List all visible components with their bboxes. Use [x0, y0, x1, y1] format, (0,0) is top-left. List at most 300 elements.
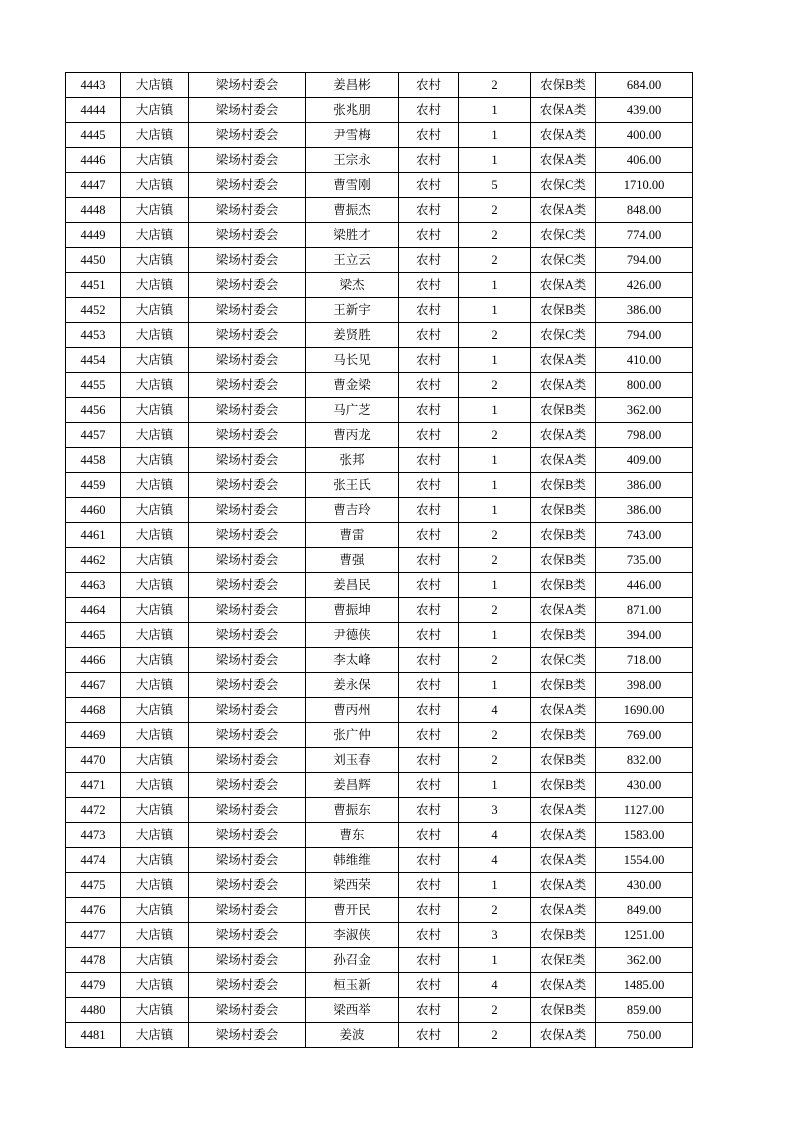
cell-id: 4476 [66, 898, 121, 923]
cell-town: 大店镇 [121, 448, 189, 473]
table-row [66, 673, 693, 698]
table-sheet [65, 72, 693, 1048]
cell-town: 大店镇 [121, 498, 189, 523]
cell-id: 4449 [66, 223, 121, 248]
cell-residence: 农村 [399, 848, 459, 873]
cell-residence: 农村 [399, 748, 459, 773]
table-row [66, 1023, 693, 1048]
cell-name: 曹丙龙 [306, 423, 399, 448]
cell-id: 4454 [66, 348, 121, 373]
cell-residence: 农村 [399, 448, 459, 473]
cell-town: 大店镇 [121, 98, 189, 123]
cell-name: 曹振坤 [306, 598, 399, 623]
cell-name: 曹振杰 [306, 198, 399, 223]
cell-category: 农保B类 [531, 498, 596, 523]
cell-count: 4 [459, 823, 531, 848]
table-row [66, 248, 693, 273]
table-row [66, 648, 693, 673]
cell-count: 1 [459, 448, 531, 473]
table-row [66, 848, 693, 873]
cell-amount: 1554.00 [596, 848, 693, 873]
cell-residence: 农村 [399, 423, 459, 448]
cell-name: 马长见 [306, 348, 399, 373]
cell-residence: 农村 [399, 323, 459, 348]
cell-village: 梁场村委会 [189, 73, 306, 98]
table-row [66, 748, 693, 773]
cell-id: 4473 [66, 823, 121, 848]
cell-count: 2 [459, 198, 531, 223]
cell-name: 张兆朋 [306, 98, 399, 123]
cell-name: 李淑侠 [306, 923, 399, 948]
cell-amount: 398.00 [596, 673, 693, 698]
cell-name: 王立云 [306, 248, 399, 273]
cell-town: 大店镇 [121, 948, 189, 973]
cell-count: 2 [459, 323, 531, 348]
cell-village: 梁场村委会 [189, 948, 306, 973]
cell-id: 4457 [66, 423, 121, 448]
table-row [66, 823, 693, 848]
cell-category: 农保B类 [531, 773, 596, 798]
table-row [66, 873, 693, 898]
cell-id: 4477 [66, 923, 121, 948]
cell-count: 2 [459, 373, 531, 398]
cell-town: 大店镇 [121, 223, 189, 248]
cell-village: 梁场村委会 [189, 548, 306, 573]
cell-count: 4 [459, 848, 531, 873]
cell-name: 马广芝 [306, 398, 399, 423]
cell-village: 梁场村委会 [189, 198, 306, 223]
cell-village: 梁场村委会 [189, 723, 306, 748]
cell-residence: 农村 [399, 698, 459, 723]
cell-amount: 718.00 [596, 648, 693, 673]
table-row [66, 198, 693, 223]
cell-id: 4456 [66, 398, 121, 423]
cell-residence: 农村 [399, 523, 459, 548]
cell-amount: 1485.00 [596, 973, 693, 998]
cell-residence: 农村 [399, 773, 459, 798]
cell-residence: 农村 [399, 623, 459, 648]
table-row [66, 548, 693, 573]
cell-town: 大店镇 [121, 723, 189, 748]
cell-residence: 农村 [399, 123, 459, 148]
cell-count: 4 [459, 973, 531, 998]
cell-count: 1 [459, 948, 531, 973]
cell-count: 2 [459, 548, 531, 573]
table-row [66, 723, 693, 748]
cell-amount: 743.00 [596, 523, 693, 548]
table-row [66, 598, 693, 623]
cell-residence: 农村 [399, 173, 459, 198]
cell-name: 梁胜才 [306, 223, 399, 248]
cell-town: 大店镇 [121, 923, 189, 948]
cell-category: 农保B类 [531, 923, 596, 948]
cell-id: 4461 [66, 523, 121, 548]
cell-category: 农保B类 [531, 673, 596, 698]
cell-village: 梁场村委会 [189, 1023, 306, 1048]
cell-id: 4455 [66, 373, 121, 398]
cell-town: 大店镇 [121, 823, 189, 848]
cell-amount: 769.00 [596, 723, 693, 748]
cell-count: 2 [459, 248, 531, 273]
table-row [66, 348, 693, 373]
cell-count: 2 [459, 523, 531, 548]
cell-village: 梁场村委会 [189, 248, 306, 273]
cell-residence: 农村 [399, 723, 459, 748]
cell-count: 1 [459, 773, 531, 798]
cell-count: 3 [459, 798, 531, 823]
cell-town: 大店镇 [121, 323, 189, 348]
cell-name: 姜贤胜 [306, 323, 399, 348]
cell-village: 梁场村委会 [189, 348, 306, 373]
cell-residence: 农村 [399, 673, 459, 698]
table-row [66, 773, 693, 798]
cell-village: 梁场村委会 [189, 373, 306, 398]
cell-name: 曹吉玲 [306, 498, 399, 523]
cell-residence: 农村 [399, 73, 459, 98]
cell-amount: 794.00 [596, 323, 693, 348]
cell-category: 农保A类 [531, 273, 596, 298]
cell-village: 梁场村委会 [189, 173, 306, 198]
cell-name: 张邦 [306, 448, 399, 473]
cell-residence: 农村 [399, 1023, 459, 1048]
cell-town: 大店镇 [121, 673, 189, 698]
cell-residence: 农村 [399, 148, 459, 173]
cell-village: 梁场村委会 [189, 398, 306, 423]
cell-count: 2 [459, 1023, 531, 1048]
cell-amount: 871.00 [596, 598, 693, 623]
table-row [66, 223, 693, 248]
cell-id: 4469 [66, 723, 121, 748]
table-row [66, 923, 693, 948]
cell-id: 4475 [66, 873, 121, 898]
cell-id: 4446 [66, 148, 121, 173]
table-row [66, 273, 693, 298]
cell-category: 农保A类 [531, 98, 596, 123]
cell-category: 农保E类 [531, 948, 596, 973]
cell-village: 梁场村委会 [189, 298, 306, 323]
cell-village: 梁场村委会 [189, 498, 306, 523]
cell-residence: 农村 [399, 223, 459, 248]
cell-category: 农保A类 [531, 798, 596, 823]
cell-village: 梁场村委会 [189, 923, 306, 948]
cell-category: 农保A类 [531, 148, 596, 173]
cell-name: 曹开民 [306, 898, 399, 923]
cell-town: 大店镇 [121, 973, 189, 998]
cell-id: 4465 [66, 623, 121, 648]
cell-id: 4451 [66, 273, 121, 298]
cell-count: 2 [459, 723, 531, 748]
cell-residence: 农村 [399, 948, 459, 973]
cell-name: 曹雪刚 [306, 173, 399, 198]
cell-category: 农保A类 [531, 373, 596, 398]
cell-category: 农保B类 [531, 298, 596, 323]
table-row [66, 523, 693, 548]
cell-town: 大店镇 [121, 73, 189, 98]
cell-category: 农保B类 [531, 398, 596, 423]
cell-residence: 农村 [399, 898, 459, 923]
cell-residence: 农村 [399, 473, 459, 498]
cell-id: 4481 [66, 1023, 121, 1048]
cell-town: 大店镇 [121, 748, 189, 773]
cell-residence: 农村 [399, 498, 459, 523]
cell-category: 农保A类 [531, 698, 596, 723]
table-row [66, 98, 693, 123]
cell-village: 梁场村委会 [189, 748, 306, 773]
cell-count: 2 [459, 73, 531, 98]
cell-id: 4443 [66, 73, 121, 98]
cell-name: 曹强 [306, 548, 399, 573]
cell-category: 农保B类 [531, 748, 596, 773]
cell-amount: 1127.00 [596, 798, 693, 823]
cell-name: 尹德侠 [306, 623, 399, 648]
cell-category: 农保A类 [531, 198, 596, 223]
cell-amount: 446.00 [596, 573, 693, 598]
cell-town: 大店镇 [121, 148, 189, 173]
cell-amount: 735.00 [596, 548, 693, 573]
cell-category: 农保B类 [531, 548, 596, 573]
cell-category: 农保B类 [531, 723, 596, 748]
cell-count: 1 [459, 298, 531, 323]
cell-amount: 848.00 [596, 198, 693, 223]
cell-village: 梁场村委会 [189, 648, 306, 673]
cell-name: 桓玉新 [306, 973, 399, 998]
cell-village: 梁场村委会 [189, 98, 306, 123]
cell-category: 农保B类 [531, 523, 596, 548]
cell-village: 梁场村委会 [189, 123, 306, 148]
table-row [66, 998, 693, 1023]
table-row [66, 623, 693, 648]
table-row [66, 573, 693, 598]
cell-name: 李太峰 [306, 648, 399, 673]
cell-amount: 684.00 [596, 73, 693, 98]
cell-town: 大店镇 [121, 398, 189, 423]
cell-category: 农保B类 [531, 73, 596, 98]
cell-village: 梁场村委会 [189, 673, 306, 698]
cell-town: 大店镇 [121, 898, 189, 923]
cell-category: 农保A类 [531, 123, 596, 148]
cell-count: 2 [459, 898, 531, 923]
cell-count: 4 [459, 698, 531, 723]
cell-name: 曹东 [306, 823, 399, 848]
cell-name: 王新宇 [306, 298, 399, 323]
cell-name: 张广仲 [306, 723, 399, 748]
cell-category: 农保B类 [531, 623, 596, 648]
cell-id: 4478 [66, 948, 121, 973]
cell-amount: 1690.00 [596, 698, 693, 723]
cell-town: 大店镇 [121, 298, 189, 323]
cell-amount: 798.00 [596, 423, 693, 448]
cell-village: 梁场村委会 [189, 598, 306, 623]
cell-village: 梁场村委会 [189, 423, 306, 448]
cell-id: 4463 [66, 573, 121, 598]
table-row [66, 148, 693, 173]
cell-amount: 406.00 [596, 148, 693, 173]
cell-town: 大店镇 [121, 1023, 189, 1048]
cell-village: 梁场村委会 [189, 323, 306, 348]
table-row [66, 173, 693, 198]
cell-village: 梁场村委会 [189, 473, 306, 498]
cell-name: 曹丙州 [306, 698, 399, 723]
cell-name: 梁杰 [306, 273, 399, 298]
cell-town: 大店镇 [121, 548, 189, 573]
cell-amount: 794.00 [596, 248, 693, 273]
cell-town: 大店镇 [121, 348, 189, 373]
cell-residence: 农村 [399, 873, 459, 898]
cell-name: 姜永保 [306, 673, 399, 698]
table-row [66, 398, 693, 423]
cell-id: 4462 [66, 548, 121, 573]
cell-amount: 409.00 [596, 448, 693, 473]
cell-count: 1 [459, 398, 531, 423]
cell-town: 大店镇 [121, 273, 189, 298]
cell-count: 1 [459, 498, 531, 523]
cell-count: 1 [459, 673, 531, 698]
cell-amount: 859.00 [596, 998, 693, 1023]
cell-residence: 农村 [399, 648, 459, 673]
cell-town: 大店镇 [121, 698, 189, 723]
cell-amount: 362.00 [596, 948, 693, 973]
cell-category: 农保C类 [531, 648, 596, 673]
cell-town: 大店镇 [121, 998, 189, 1023]
cell-amount: 1583.00 [596, 823, 693, 848]
cell-town: 大店镇 [121, 248, 189, 273]
cell-residence: 农村 [399, 573, 459, 598]
cell-id: 4458 [66, 448, 121, 473]
cell-category: 农保B类 [531, 473, 596, 498]
cell-category: 农保A类 [531, 973, 596, 998]
cell-village: 梁场村委会 [189, 998, 306, 1023]
cell-amount: 430.00 [596, 773, 693, 798]
cell-residence: 农村 [399, 373, 459, 398]
cell-id: 4460 [66, 498, 121, 523]
cell-residence: 农村 [399, 398, 459, 423]
cell-count: 2 [459, 223, 531, 248]
cell-id: 4466 [66, 648, 121, 673]
cell-residence: 农村 [399, 298, 459, 323]
table-body [66, 73, 693, 1048]
table-row [66, 898, 693, 923]
cell-id: 4468 [66, 698, 121, 723]
cell-residence: 农村 [399, 973, 459, 998]
cell-amount: 439.00 [596, 98, 693, 123]
cell-village: 梁场村委会 [189, 223, 306, 248]
cell-village: 梁场村委会 [189, 523, 306, 548]
cell-name: 韩维维 [306, 848, 399, 873]
cell-town: 大店镇 [121, 573, 189, 598]
cell-category: 农保A类 [531, 348, 596, 373]
cell-name: 孙召金 [306, 948, 399, 973]
cell-id: 4464 [66, 598, 121, 623]
cell-village: 梁场村委会 [189, 448, 306, 473]
table-row [66, 73, 693, 98]
cell-village: 梁场村委会 [189, 148, 306, 173]
cell-name: 曹雷 [306, 523, 399, 548]
cell-id: 4479 [66, 973, 121, 998]
cell-count: 1 [459, 623, 531, 648]
cell-residence: 农村 [399, 248, 459, 273]
cell-town: 大店镇 [121, 648, 189, 673]
cell-residence: 农村 [399, 548, 459, 573]
cell-category: 农保A类 [531, 1023, 596, 1048]
cell-count: 1 [459, 123, 531, 148]
cell-id: 4471 [66, 773, 121, 798]
cell-village: 梁场村委会 [189, 773, 306, 798]
cell-town: 大店镇 [121, 523, 189, 548]
cell-village: 梁场村委会 [189, 823, 306, 848]
cell-id: 4453 [66, 323, 121, 348]
table-row [66, 123, 693, 148]
cell-amount: 426.00 [596, 273, 693, 298]
cell-amount: 1710.00 [596, 173, 693, 198]
cell-amount: 849.00 [596, 898, 693, 923]
cell-category: 农保A类 [531, 448, 596, 473]
cell-count: 1 [459, 98, 531, 123]
cell-amount: 410.00 [596, 348, 693, 373]
cell-town: 大店镇 [121, 173, 189, 198]
cell-village: 梁场村委会 [189, 573, 306, 598]
cell-id: 4445 [66, 123, 121, 148]
table-row [66, 373, 693, 398]
cell-count: 1 [459, 573, 531, 598]
cell-id: 4447 [66, 173, 121, 198]
cell-count: 3 [459, 923, 531, 948]
cell-town: 大店镇 [121, 623, 189, 648]
cell-amount: 386.00 [596, 498, 693, 523]
cell-village: 梁场村委会 [189, 873, 306, 898]
cell-name: 曹振东 [306, 798, 399, 823]
cell-category: 农保A类 [531, 848, 596, 873]
cell-category: 农保A类 [531, 423, 596, 448]
cell-residence: 农村 [399, 998, 459, 1023]
cell-count: 2 [459, 748, 531, 773]
cell-name: 张王氏 [306, 473, 399, 498]
cell-amount: 400.00 [596, 123, 693, 148]
cell-residence: 农村 [399, 273, 459, 298]
cell-category: 农保C类 [531, 173, 596, 198]
cell-id: 4480 [66, 998, 121, 1023]
cell-count: 1 [459, 348, 531, 373]
cell-residence: 农村 [399, 823, 459, 848]
cell-id: 4444 [66, 98, 121, 123]
cell-count: 2 [459, 998, 531, 1023]
cell-name: 曹金梁 [306, 373, 399, 398]
cell-category: 农保C类 [531, 323, 596, 348]
table-row [66, 448, 693, 473]
cell-category: 农保A类 [531, 823, 596, 848]
table-row [66, 323, 693, 348]
cell-id: 4459 [66, 473, 121, 498]
cell-count: 1 [459, 273, 531, 298]
cell-village: 梁场村委会 [189, 973, 306, 998]
cell-town: 大店镇 [121, 873, 189, 898]
cell-id: 4474 [66, 848, 121, 873]
cell-name: 王宗永 [306, 148, 399, 173]
table-row [66, 473, 693, 498]
cell-count: 1 [459, 148, 531, 173]
cell-amount: 800.00 [596, 373, 693, 398]
cell-village: 梁场村委会 [189, 798, 306, 823]
cell-category: 农保C类 [531, 248, 596, 273]
cell-id: 4472 [66, 798, 121, 823]
cell-id: 4470 [66, 748, 121, 773]
cell-count: 5 [459, 173, 531, 198]
cell-amount: 1251.00 [596, 923, 693, 948]
cell-name: 尹雪梅 [306, 123, 399, 148]
cell-amount: 750.00 [596, 1023, 693, 1048]
cell-amount: 386.00 [596, 473, 693, 498]
cell-village: 梁场村委会 [189, 698, 306, 723]
cell-name: 梁西荣 [306, 873, 399, 898]
